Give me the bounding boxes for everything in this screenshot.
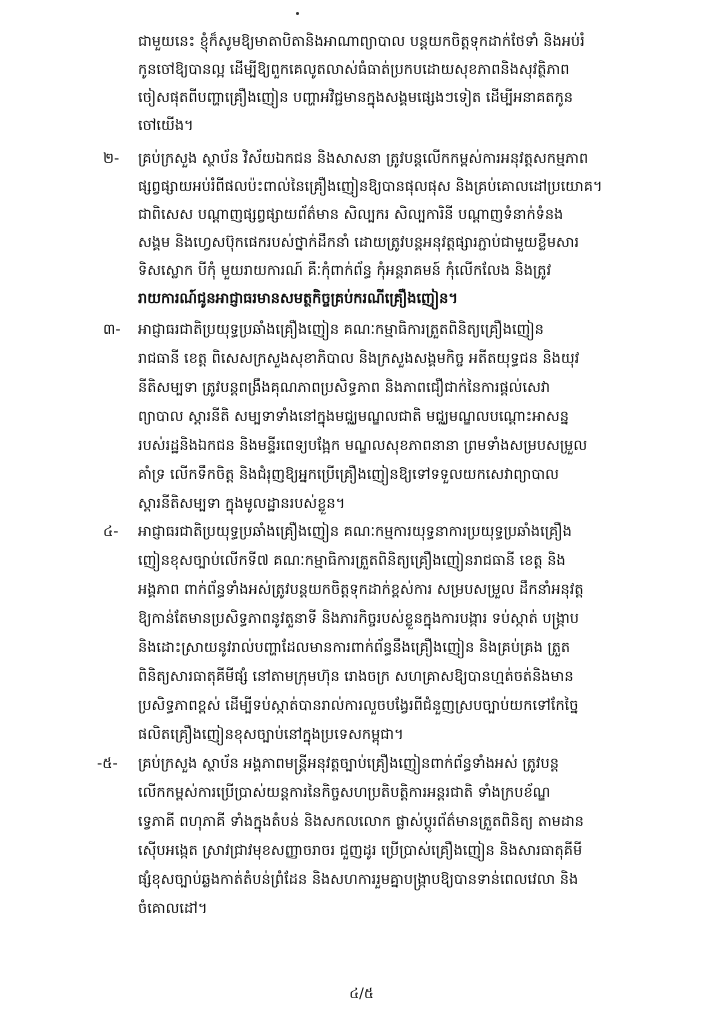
item-line-bold: រាយការណ៍ជូនអាជ្ញាធរមានសមត្ថកិច្ចគ្រប់ករណីគ្រឿងញៀន។: [138, 291, 458, 307]
scan-speck: [296, 12, 299, 15]
page-number: ៤/៥: [349, 986, 374, 1002]
item-line: ទិសស្លោក បីកុំ មួយរាយការណ៍ គឺៈកុំពាក់ព័ន្ធ កុំអន្តរាគមន៍ កុំលើកលែង និងត្រូវ: [138, 263, 552, 279]
intro-line: កូនចៅឱ្យបានល្អ ដើម្បីឱ្យពួកគេលូតលាស់ធំធាត់ប្រកបដោយសុខភាពនិងសុវត្ថិភាព: [138, 62, 570, 78]
item-line: អាជ្ញាធរជាតិប្រយុទ្ធប្រឆាំងគ្រឿងញៀន គណៈកម្មការយុទ្ធនាការប្រយុទ្ធប្រឆាំងគ្រឿង: [138, 524, 572, 540]
item-number: ២-: [103, 151, 120, 167]
item-line: សង្គម និងហ្វេសប៊ុកផេករបស់ថ្នាក់ដឹកនាំ ដោយត្រូវបន្តអនុវត្តផ្សារភ្ជាប់ជាមួយខ្លឹមសារ: [138, 235, 580, 251]
item-line: គ្រប់ក្រសួង ស្ថាប័ន អង្គភាពមន្ត្រីអនុវត្តច្បាប់គ្រឿងញៀនពាក់ព័ន្ធទាំងអស់ ត្រូវបន្ត: [138, 756, 559, 772]
item-number: ៤-: [103, 524, 119, 540]
item-line: ឱ្យកាន់តែមានប្រសិទ្ធភាពនូវតួនាទី និងភារកិច្ចរបស់ខ្លួនក្នុងការបង្ការ ទប់ស្កាត់ បង្ក្រាប: [138, 611, 579, 627]
item-line: ប្រសិទ្ធភាពខ្ពស់ ដើម្បីទប់ស្កាត់បានរាល់ការលួចបង្វែរពីជំនួញស្របច្បាប់យកទៅកែច្នៃ: [138, 698, 579, 714]
item-line: របស់រដ្ឋនិងឯកជន និងមន្ទីរពេទ្យបង្អែក មណ្ឌលសុខភាពនានា ព្រមទាំងសម្របសម្រួល: [138, 438, 588, 454]
item-line: គ្រប់ក្រសួង ស្ថាប័ន វិស័យឯកជន និងសាសនា ត្រូវបន្តលើកកម្ពស់ការអនុវត្តសកម្មភាព: [138, 151, 589, 167]
item-line: ស្តារនីតិសម្បទា ក្នុងមូលដ្ឋានរបស់ខ្លួន។: [138, 496, 346, 512]
item-line: ស៊ើបអង្កេត ស្រាវជ្រាវមុខសញ្ញាចរាចរ ជួញដូរ ប្រើប្រាស់គ្រឿងញៀន និងសារធាតុគីមី: [138, 843, 583, 859]
item-line: ញៀនខុសច្បាប់លើកទី៧ គណៈកម្មាធិការត្រួតពិនិត្យគ្រឿងញៀនរាជធានី ខេត្ត និង: [138, 553, 566, 569]
item-line: ព្យាបាល ស្តារនីតិ សម្បទាទាំងនៅក្នុងមជ្ឈមណ្ឌលជាតិ មជ្ឈមណ្ឌលបណ្តោះអាសន្ន: [138, 409, 569, 425]
item-line: រាជធានី ខេត្ត ពិសេសក្រសួងសុខាភិបាល និងក្រសួងសង្គមកិច្ច អតីតយុទ្ធជន និងយុវ: [138, 351, 580, 367]
item-line: អាជ្ញាធរជាតិប្រយុទ្ធប្រឆាំងគ្រឿងញៀន គណៈកម្មាធិការត្រួតពិនិត្យគ្រឿងញៀន: [138, 322, 544, 338]
item-line: ចំគោលដៅ។: [138, 901, 208, 917]
intro-line: ជាមួយនេះ ខ្ញុំក៏សូមឱ្យមាតាបិតានិងអាណាព្យាបាល បន្តយកចិត្តទុកដាក់ថែទាំ និងអប់រំ: [138, 34, 585, 50]
intro-line: ចៅយើង។: [138, 118, 194, 134]
item-line: ផ្សំខុសច្បាប់ឆ្លងកាត់តំបន់ព្រំដែន និងសហការរួមគ្នាបង្ក្រាបឱ្យបានទាន់ពេលវេលា និង: [138, 872, 579, 888]
item-line: ផលិតគ្រឿងញៀនខុសច្បាប់នៅក្នុងប្រទេសកម្ពុជា។: [138, 727, 404, 743]
item-line: នីតិសម្បទា ត្រូវបន្តពង្រឹងគុណភាពប្រសិទ្ធភាព និងភាពជឿជាក់នៃការផ្តល់សេវា: [138, 380, 551, 396]
item-line: ពិនិត្យសារធាតុគីមីផ្សំ នៅតាមក្រុមហ៊ុន រោងចក្រ សហគ្រាសឱ្យបានហ្មត់ចត់និងមាន: [138, 669, 574, 685]
item-line: គាំទ្រ លើកទឹកចិត្ត និងជំរុញឱ្យអ្នកប្រើគ្រឿងញៀនឱ្យទៅទទួលយកសេវាព្យាបាល: [138, 467, 559, 483]
item-line: អង្គភាព ពាក់ព័ន្ធទាំងអស់ត្រូវបន្តយកចិត្តទុកដាក់ខ្ពស់ការ សម្របសម្រួល ដឹកនាំអនុវត្ត: [138, 582, 584, 598]
item-line: ទ្វេភាគី ពហុភាគី ទាំងក្នុងតំបន់ និងសកលលោក ផ្លាស់ប្តូរព័ត៌មានត្រួតពិនិត្យ តាមដាន: [138, 814, 584, 830]
item-line: ជាពិសេស បណ្តាញផ្សព្វផ្សាយព័ត៌មាន សិល្បករ សិល្បការិនី បណ្តាញទំនាក់ទំនង: [138, 207, 564, 223]
item-number: -៥-: [97, 756, 118, 772]
intro-line: ចៀសផុតពីបញ្ហាគ្រឿងញៀន បញ្ហាអវិជ្ជមានក្នុងសង្គមផ្សេងៗទៀត ដើម្បីអនាគតកូន: [138, 90, 574, 106]
item-line: និងដោះស្រាយនូវរាល់បញ្ហាដែលមានការពាក់ព័ន្ធនឹងគ្រឿងញៀន និងគ្រប់គ្រង ត្រួត: [138, 640, 571, 656]
item-number: ៣-: [103, 322, 121, 338]
item-line: ផ្សព្វផ្សាយអប់រំពីផលប៉ះពាល់នៃគ្រឿងញៀនឱ្យបានផុលផុស និងគ្រប់គោលដៅប្រយោគ។: [138, 179, 603, 195]
item-line: លើកកម្ពស់ការប្រើប្រាស់យន្តការនៃកិច្ចសហប្រតិបត្តិការអន្តរជាតិ ទាំងក្របខ័ណ្ឌ: [138, 785, 551, 801]
